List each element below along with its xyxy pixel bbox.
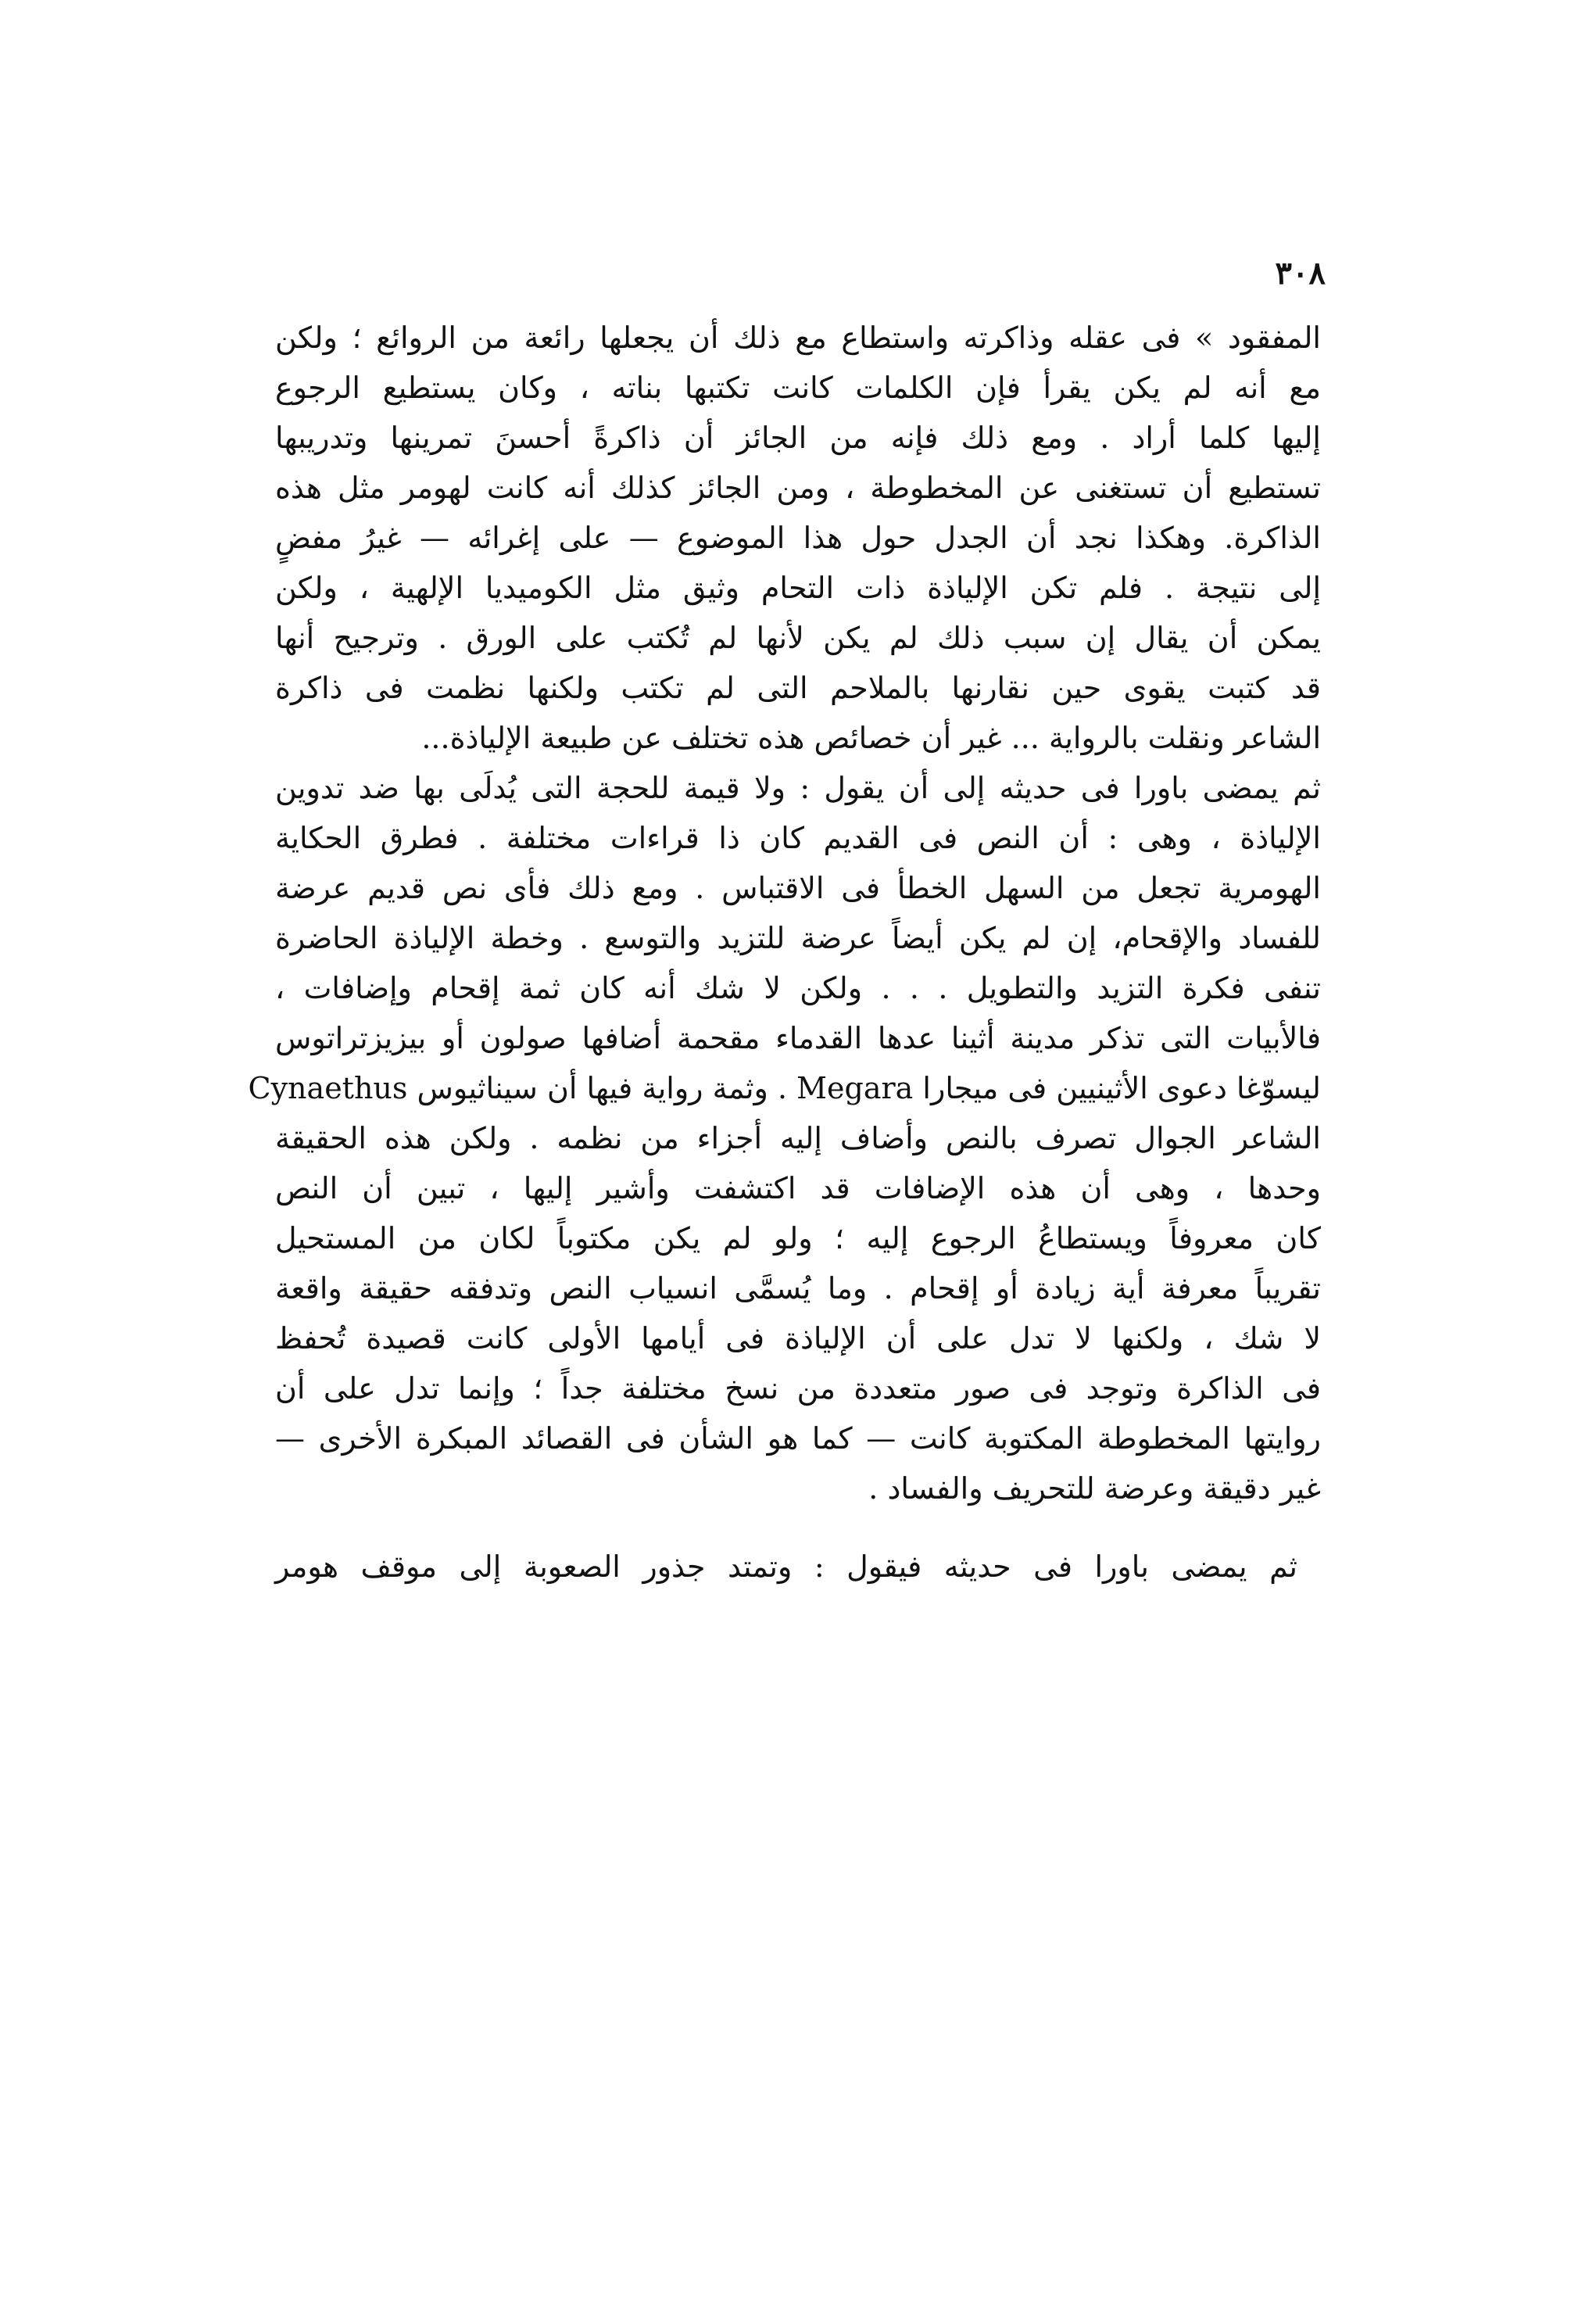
body-text: [248, 313, 1321, 1592]
page-number: ٣٠٨: [1275, 255, 1326, 292]
text-line: إلى نتيجة . فلم تكن الإلياذة ذات التحام وثيق مثل الكوميديا الإلهية ، ولكن: [275, 571, 1321, 605]
text-line: الهومرية تجعل من السهل الخطأ فى الاقتباس . ومع ذلك فأى نص قديم عرضة: [275, 871, 1321, 905]
text-line: وحدها ، وهى أن هذه الإضافات قد اكتشفت وأشير إليها ، تبين أن النص: [275, 1171, 1321, 1205]
text-line: تستطيع أن تستغنى عن المخطوطة ، ومن الجائز كذلك أنه كانت لهومر مثل هذه: [275, 471, 1321, 505]
text-line: فالأبيات التى تذكر مدينة أثينا عدها القدماء مقحمة أضافها صولون أو بيزيزتراتوس: [275, 1021, 1321, 1055]
text-line: الذاكرة. وهكذا نجد أن الجدل حول هذا الموضوع — على إغرائه — غيرُ مفضٍ: [275, 521, 1321, 555]
text-line: غير دقيقة وعرضة للتحريف والفساد .: [868, 1471, 1321, 1506]
text-line: الشاعر ونقلت بالرواية ... غير أن خصائص هذه تختلف عن طبيعة الإلياذة...: [421, 721, 1321, 755]
text-line: الشاعر الجوال تصرف بالنص وأضاف إليه أجزاء من نظمه . ولكن هذه الحقيقة: [275, 1121, 1321, 1155]
text-line: ثم يمضى باورا فى حديثه إلى أن يقول : ولا قيمة للحجة التى يُدلَى بها ضد تدوين: [275, 771, 1321, 805]
text-line: تقريباً معرفة أية زيادة أو إقحام . وما يُسمَّى انسياب النص وتدفقه حقيقة واقعة: [275, 1271, 1321, 1306]
text-line: الإلياذة ، وهى : أن النص فى القديم كان ذا قراءات مختلفة . فطرق الحكاية: [275, 821, 1321, 855]
text-line: ليسوّغا دعوى الأثينيين فى ميجارا Megara . وثمة رواية فيها أن سيناثيوس Cynaethus: [248, 1071, 1321, 1105]
text-line: إليها كلما أراد . ومع ذلك فإنه من الجائز أن ذاكرةً أحسنَ تمرينها وتدريبها: [275, 421, 1321, 455]
text-line: لا شك ، ولكنها لا تدل على أن الإلياذة فى أيامها الأولى كانت قصيدة تُحفظ: [275, 1321, 1321, 1356]
text-line: تنفى فكرة التزيد والتطويل . . . ولكن لا شك أنه كان ثمة إقحام وإضافات ،: [275, 971, 1321, 1005]
text-line: مع أنه لم يكن يقرأ فإن الكلمات كانت تكتبها بناته ، وكان يستطيع الرجوع: [275, 371, 1321, 405]
text-line: كان معروفاً ويستطاعُ الرجوع إليه ؛ ولو لم يكن مكتوباً لكان من المستحيل: [275, 1221, 1321, 1255]
text-line: روايتها المخطوطة المكتوبة كانت — كما هو الشأن فى القصائد المبكرة الأخرى —: [275, 1421, 1321, 1456]
text-line: يمكن أن يقال إن سبب ذلك لم يكن لأنها لم تُكتب على الورق . وترجيح أنها: [275, 621, 1321, 655]
paragraph-gap: [275, 1513, 1321, 1542]
text-line: فى الذاكرة وتوجد فى صور متعددة من نسخ مختلفة جداً ؛ وإنما تدل على أن: [275, 1371, 1321, 1406]
text-line: المفقود » فى عقله وذاكرته واستطاع مع ذلك أن يجعلها رائعة من الروائع ؛ ولكن: [275, 321, 1321, 355]
text-line: ثم يمضى باورا فى حديثه فيقول : وتمتد جذور الصعوبة إلى موقف هومر: [275, 1549, 1297, 1584]
text-line: للفساد والإقحام، إن لم يكن أيضاً عرضة للتزيد والتوسع . وخطة الإلياذة الحاضرة: [275, 921, 1321, 955]
text-line: قد كتبت يقوى حين نقارنها بالملاحم التى لم تكتب ولكنها نظمت فى ذاكرة: [275, 671, 1321, 705]
